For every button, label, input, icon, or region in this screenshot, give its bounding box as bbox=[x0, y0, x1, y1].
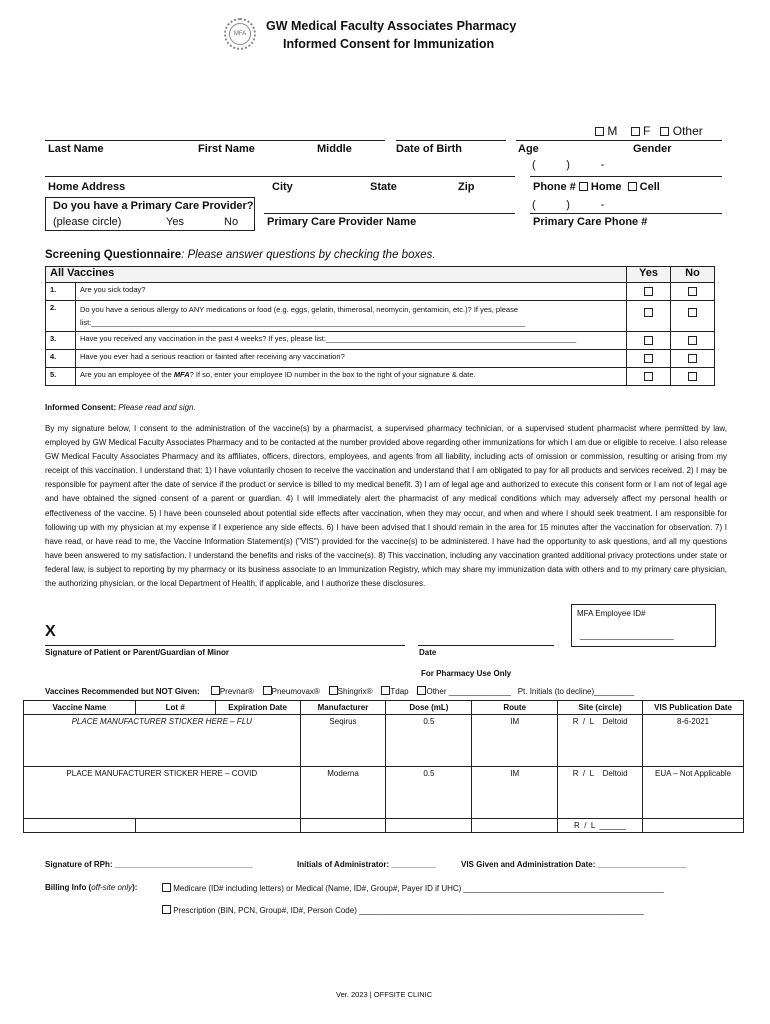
employee-id-blank: _____________________ bbox=[580, 631, 674, 640]
col-site: Site (circle) bbox=[558, 701, 643, 715]
tdap-label: Tdap bbox=[390, 687, 409, 696]
route-cell: IM bbox=[472, 715, 558, 767]
pcp-circle-note: (please circle) bbox=[53, 216, 122, 228]
phone-label: Phone # bbox=[533, 181, 576, 193]
table-row bbox=[24, 767, 744, 819]
dose-cell: 0.5 bbox=[386, 715, 472, 767]
phone-home-checkbox[interactable] bbox=[579, 182, 588, 191]
home-address-label: Home Address bbox=[48, 181, 126, 193]
gender-options bbox=[595, 124, 703, 138]
last-name-label: Last Name bbox=[48, 143, 104, 155]
city-label: City bbox=[272, 181, 293, 193]
dob-label: Date of Birth bbox=[396, 143, 462, 155]
route-cell: IM bbox=[472, 767, 558, 819]
shingrix-label: Shingrix® bbox=[337, 687, 373, 696]
question-text: Have you ever had a serious reaction or fainted after receiving any vaccination? bbox=[76, 350, 627, 368]
prescription-checkbox[interactable] bbox=[162, 905, 171, 914]
form-subtitle: Informed Consent for Immunization bbox=[283, 37, 495, 51]
yes-cell bbox=[627, 350, 671, 368]
mfa-logo bbox=[224, 18, 256, 50]
vaccine-admin-table bbox=[23, 700, 744, 833]
question-row bbox=[46, 283, 715, 301]
age-label: Age bbox=[518, 143, 539, 155]
manufacturer-cell: Seqirus bbox=[300, 715, 386, 767]
pneumovax-label: Pneumovax® bbox=[271, 687, 320, 696]
pcp-no-option[interactable]: No bbox=[224, 216, 239, 228]
other-label[interactable]: Other ______________ bbox=[426, 687, 512, 696]
question-text-a: Are you an employee of the bbox=[80, 370, 174, 379]
gender-m-checkbox[interactable] bbox=[595, 127, 604, 136]
yes-cell bbox=[627, 368, 671, 386]
gender-f-checkbox[interactable] bbox=[631, 127, 640, 136]
gender-m-label: M bbox=[607, 124, 618, 138]
question-number: 3. bbox=[46, 332, 76, 350]
billing-rx-row bbox=[162, 905, 644, 915]
question-number: 5. bbox=[46, 368, 76, 386]
col-manufacturer: Manufacturer bbox=[300, 701, 386, 715]
q5-yes-checkbox[interactable] bbox=[644, 372, 653, 381]
billing-close: ): bbox=[132, 883, 138, 892]
blank-cell[interactable] bbox=[300, 819, 386, 833]
prescription-label[interactable]: Prescription (BIN, PCN, Group#, ID#, Person Code) ________________________________________________________________ bbox=[173, 906, 644, 915]
admin-initials[interactable]: Initials of Administrator: __________ bbox=[297, 860, 436, 869]
question-text-cell bbox=[76, 368, 627, 386]
gender-other-label: Other bbox=[672, 124, 703, 138]
mfa-emphasis: MFA bbox=[173, 370, 190, 379]
pcp-phone-line[interactable] bbox=[530, 213, 722, 214]
signature-line[interactable] bbox=[45, 645, 405, 646]
flu-sticker-area[interactable]: PLACE MANUFACTURER STICKER HERE – FLU bbox=[24, 715, 301, 767]
screening-instruction: : Please answer questions by checking the boxes. bbox=[181, 249, 436, 261]
table-row bbox=[24, 819, 744, 833]
pcp-yes-option[interactable]: Yes bbox=[166, 216, 184, 228]
pcp-phone-label: Primary Care Phone # bbox=[533, 216, 648, 228]
table-row bbox=[24, 715, 744, 767]
billing-label: Billing Info ( bbox=[45, 883, 92, 892]
employee-id-label: MFA Employee ID# bbox=[577, 609, 646, 618]
screening-title: Screening Questionnaire bbox=[45, 249, 182, 261]
phone-cell-checkbox[interactable] bbox=[628, 182, 637, 191]
pcp-name-line[interactable] bbox=[264, 213, 515, 214]
medicare-checkbox[interactable] bbox=[162, 883, 171, 892]
screening-header-row bbox=[46, 267, 715, 283]
not-given-label: Vaccines Recommended but NOT Given: bbox=[45, 687, 200, 696]
question-row bbox=[46, 350, 715, 368]
manufacturer-cell: Moderna bbox=[300, 767, 386, 819]
middle-label: Middle bbox=[317, 143, 352, 155]
phone-format-2: ( ) - bbox=[532, 199, 605, 211]
age-gender-line[interactable] bbox=[516, 140, 722, 141]
address-line[interactable] bbox=[45, 176, 515, 177]
pcp-name-label: Primary Care Provider Name bbox=[267, 216, 417, 228]
q1-no-checkbox[interactable] bbox=[688, 287, 697, 296]
question-text: Are you sick today? bbox=[76, 283, 627, 301]
consent-instruction: Please read and sign. bbox=[116, 403, 196, 412]
screening-table bbox=[45, 266, 715, 386]
site-cell[interactable]: R / L ______ bbox=[558, 819, 643, 833]
pharmacy-use-title: For Pharmacy Use Only bbox=[421, 669, 512, 678]
question-text: Do you have a serious allergy to ANY medications or food (e.g. eggs, gelatin, thimerosal, neomycin, gentamicin, etc.)? If yes, please bbox=[80, 305, 519, 314]
yes-header: Yes bbox=[627, 267, 671, 283]
footer-version: Ver. 2023 | OFFSITE CLINIC bbox=[336, 990, 433, 999]
phone-line[interactable] bbox=[530, 176, 722, 177]
covid-sticker-area[interactable]: PLACE MANUFACTURER STICKER HERE – COVID bbox=[24, 767, 301, 819]
phone-home-label: Home bbox=[590, 181, 622, 193]
dose-cell: 0.5 bbox=[386, 767, 472, 819]
state-label: State bbox=[370, 181, 397, 193]
date-label: Date bbox=[419, 648, 437, 657]
rph-signature[interactable]: Signature of RPh: _______________________________ bbox=[45, 860, 253, 869]
site-cell[interactable]: R / L Deltoid bbox=[558, 715, 643, 767]
vis-date-cell: 8-6-2021 bbox=[643, 715, 744, 767]
blank-cell[interactable] bbox=[24, 819, 136, 833]
prevnar-label: Prevnar® bbox=[219, 687, 254, 696]
dob-line[interactable] bbox=[396, 140, 506, 141]
vis-admin-date[interactable]: VIS Given and Administration Date: ____________________ bbox=[461, 860, 687, 869]
consent-label: Informed Consent: bbox=[45, 403, 117, 412]
gender-f-label: F bbox=[643, 124, 651, 138]
shingrix-checkbox[interactable] bbox=[329, 686, 338, 695]
q1-yes-checkbox[interactable] bbox=[644, 287, 653, 296]
medicare-label[interactable]: Medicare (ID# including letters) or Medical (Name, ID#, Group#, Payer ID if UHC) _____________________________________________ bbox=[173, 884, 664, 893]
billing-offsite: off-site only bbox=[91, 883, 133, 892]
question-row bbox=[46, 301, 715, 332]
pneumovax-checkbox[interactable] bbox=[263, 686, 272, 695]
screening-heading bbox=[45, 249, 436, 261]
date-line[interactable] bbox=[418, 645, 554, 646]
zip-label: Zip bbox=[458, 181, 475, 193]
yes-cell bbox=[627, 301, 671, 332]
q3-yes-checkbox[interactable] bbox=[644, 336, 653, 345]
q4-no-checkbox[interactable] bbox=[688, 354, 697, 363]
question-text-cell bbox=[76, 301, 627, 332]
q2-yes-checkbox[interactable] bbox=[644, 308, 653, 317]
billing-label-group bbox=[45, 883, 137, 892]
no-header: No bbox=[671, 267, 715, 283]
question-text-c: ? If so, enter your employee ID number in the box to the right of your signature & date. bbox=[189, 370, 476, 379]
blank-cell[interactable] bbox=[643, 819, 744, 833]
not-given-row bbox=[45, 686, 634, 696]
no-cell bbox=[671, 301, 715, 332]
col-route: Route bbox=[472, 701, 558, 715]
col-dose: Dose (mL) bbox=[386, 701, 472, 715]
no-cell bbox=[671, 283, 715, 301]
phone-format-1: ( ) - bbox=[532, 159, 605, 171]
blank-cell[interactable] bbox=[135, 819, 300, 833]
no-cell bbox=[671, 350, 715, 368]
q4-yes-checkbox[interactable] bbox=[644, 354, 653, 363]
question-number: 1. bbox=[46, 283, 76, 301]
name-line[interactable] bbox=[45, 140, 385, 141]
q3-no-checkbox[interactable] bbox=[688, 336, 697, 345]
question-number: 2. bbox=[46, 301, 76, 332]
phone-type bbox=[533, 181, 660, 193]
pcp-question: Do you have a Primary Care Provider? bbox=[53, 200, 254, 212]
all-vaccines-header: All Vaccines bbox=[46, 267, 627, 283]
blank-cell[interactable] bbox=[472, 819, 558, 833]
col-vis-date: VIS Publication Date bbox=[643, 701, 744, 715]
q2-no-checkbox[interactable] bbox=[688, 308, 697, 317]
form-title: GW Medical Faculty Associates Pharmacy bbox=[266, 19, 517, 33]
vis-date-cell: EUA – Not Applicable bbox=[643, 767, 744, 819]
yes-cell bbox=[627, 332, 671, 350]
signature-label: Signature of Patient or Parent/Guardian of Minor bbox=[45, 648, 230, 657]
question-list-line[interactable]: list:________________________________________________________________________________________________________ bbox=[80, 318, 526, 327]
no-cell bbox=[671, 332, 715, 350]
phone-cell-label: Cell bbox=[639, 181, 660, 193]
gender-other-checkbox[interactable] bbox=[660, 127, 669, 136]
col-vaccine-name: Vaccine Name bbox=[24, 701, 136, 715]
q5-no-checkbox[interactable] bbox=[688, 372, 697, 381]
first-name-label: First Name bbox=[198, 143, 255, 155]
billing-medicare-row bbox=[162, 883, 664, 893]
question-row bbox=[46, 368, 715, 386]
yes-cell bbox=[627, 283, 671, 301]
site-cell[interactable]: R / L Deltoid bbox=[558, 767, 643, 819]
decline-initials[interactable]: Pt. Initials (to decline)_________ bbox=[517, 687, 635, 696]
consent-paragraph: By my signature below, I consent to the administration of the vaccine(s) by a pharmacist, a supervised pharmacy technician, or a supervised student pharmacist where permitted by law, employed by GW Medical Faculty Associates Pharmacy and to be contacted at the number provided above regarding other immunizations for which I am due or eligible to receive. I also release GW Medical Faculty Associates Pharmacy and its affiliates, officers, directors, employees, and agents from all liability, including acts of omission or commission, resulting or arising from my receipt of this vaccination. I understand that: 1) I have voluntarily chosen to receive the vaccination and understand that I am obligated to pay for all products and services received. 2) I may be responsible for payment after the date of service if the product or service is billed to my medical benefit. 3) I am of legal age and authorized to execute this consent form or I am not of legal age and have obtained the signed consent of a parent or guardian. 4) I will immediately alert the pharmacist of any medical conditions which may adversely affect my personal health or effectiveness of the vaccine. 5) I have been counseled about potential side effects after vaccination, when they may occur, and when and where I should seek treatment. I am responsible for following up with my physician at my expense if I experience any side effects. 6) I have been advised that I should remain in the area for 15 minutes after the vaccination for observation. 7) I have read, or have read to me, the Vaccine Information Statement(s) ("VIS") provided for the vaccine(s) to be administered. I have had the opportunity to ask questions, and all my questions have been answered to my satisfaction. I understand the benefits and risks of the vaccine(s). 8) This vaccination, including any vaccination granted additional privacy protections under state or federal law, is subject to reporting by my pharmacy or its business associate to an Immunization Registry, which may share my immunization data with others and to my primary care physician, the authorizing physician, or the local Department of Health, if applicable, and I authorize these disclosures. bbox=[45, 424, 727, 589]
vaccine-table-header bbox=[24, 701, 744, 715]
question-text[interactable]: Have you received any vaccination in the past 4 weeks? If yes, please list:____________________________________________________________ bbox=[76, 332, 627, 350]
signature-x-mark: X bbox=[45, 623, 56, 640]
blank-cell[interactable] bbox=[386, 819, 472, 833]
prevnar-checkbox[interactable] bbox=[211, 686, 220, 695]
consent-heading bbox=[45, 403, 196, 412]
col-expiration: Expiration Date bbox=[215, 701, 300, 715]
question-row bbox=[46, 332, 715, 350]
no-cell bbox=[671, 368, 715, 386]
question-number: 4. bbox=[46, 350, 76, 368]
tdap-checkbox[interactable] bbox=[381, 686, 390, 695]
col-lot: Lot # bbox=[135, 701, 215, 715]
logo-text: MFA bbox=[229, 23, 251, 45]
gender-label: Gender bbox=[633, 143, 672, 155]
